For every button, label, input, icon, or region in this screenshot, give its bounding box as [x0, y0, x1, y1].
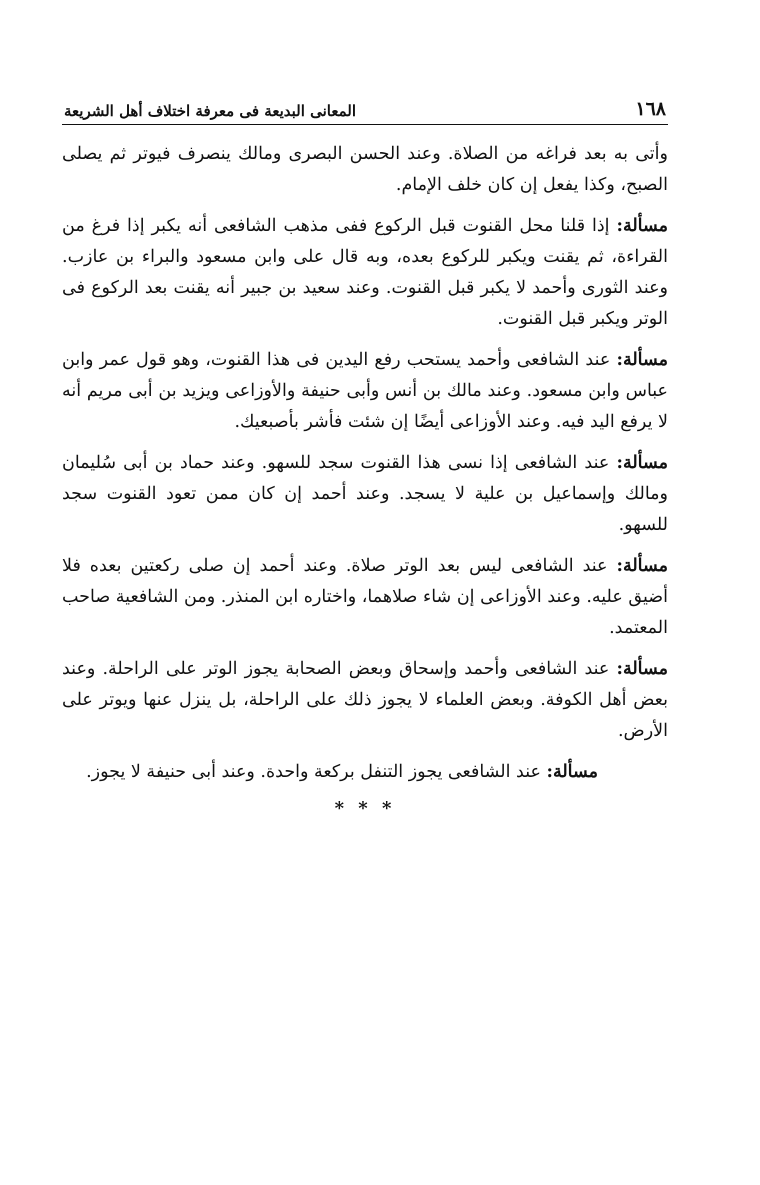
- page-number: ١٦٨: [635, 98, 666, 120]
- issue-paragraph: [62, 211, 668, 335]
- issue-paragraph: [62, 345, 668, 438]
- issue-text: إذا قلنا محل القنوت قبل الركوع ففى مذهب الشافعى أنه يكبر إذا فرغ من القراءة، ثم يقنت ويكبر للركوع بعده، وبه قال على وابن مسعود والبراء بن عازب. وعند الثورى وأحمد لا يكبر قبل القنوت. وعند سعيد بن جبير أنه يقنت بعد الركوع فى الوتر ويكبر قبل القنوت.: [62, 216, 668, 329]
- issue-paragraph: [62, 654, 668, 747]
- issue-text: عند الشافعى ليس بعد الوتر صلاة. وعند أحمد إن صلى ركعتين بعده فلا أضيق عليه. وعند الأوزاعى إن شاء صلاهما، واختاره ابن المنذر. ومن الشافعية صاحب المعتمد.: [62, 556, 668, 638]
- page-header: [62, 92, 668, 122]
- issue-text: عند الشافعى وأحمد وإسحاق وبعض الصحابة يجوز الوتر على الراحلة. وعند بعض أهل الكوفة. وبعض العلماء لا يجوز ذلك على الراحلة، بل ينزل عنها ويوتر على الأرض.: [62, 659, 668, 741]
- issue-term: مسألة:: [616, 453, 668, 473]
- issue-text: عند الشافعى يجوز التنفل بركعة واحدة. وعند أبى حنيفة لا يجوز.: [86, 762, 541, 782]
- issue-term: مسألة:: [546, 762, 598, 782]
- issue-paragraph: [62, 757, 668, 788]
- issue-term: مسألة:: [616, 350, 668, 370]
- section-end-asterisks: * * *: [334, 798, 396, 819]
- book-page: [62, 92, 668, 819]
- opening-paragraph: وأتى به بعد فراغه من الصلاة. وعند الحسن البصرى ومالك ينصرف فيوتر ثم يصلى الصبح، وكذا يفعل إن كان خلف الإمام.: [62, 144, 668, 195]
- issue-paragraph: [62, 551, 668, 644]
- running-title: المعانى البديعة فى معرفة اختلاف أهل الشريعة: [64, 102, 357, 120]
- issue-term: مسألة:: [616, 659, 668, 679]
- issue-text: عند الشافعى وأحمد يستحب رفع اليدين فى هذا القنوت، وهو قول عمر وابن عباس وابن مسعود. وعند مالك بن أنس وأبى حنيفة والأوزاعى ويزيد بن أبى مريم أنه لا يرفع اليد فيه. وعند الأوزاعى أيضًا إن شئت فأشر بأصبعيك.: [62, 350, 668, 432]
- page-body: [62, 125, 668, 819]
- issue-term: مسألة:: [616, 216, 668, 236]
- issue-paragraph: [62, 448, 668, 541]
- issue-term: مسألة:: [616, 556, 668, 576]
- issue-text: عند الشافعى إذا نسى هذا القنوت سجد للسهو. وعند حماد بن أبى سُليمان ومالك وإسماعيل بن علية لا يسجد. وعند أحمد إن كان ممن تعود القنوت سجد للسهو.: [62, 453, 668, 535]
